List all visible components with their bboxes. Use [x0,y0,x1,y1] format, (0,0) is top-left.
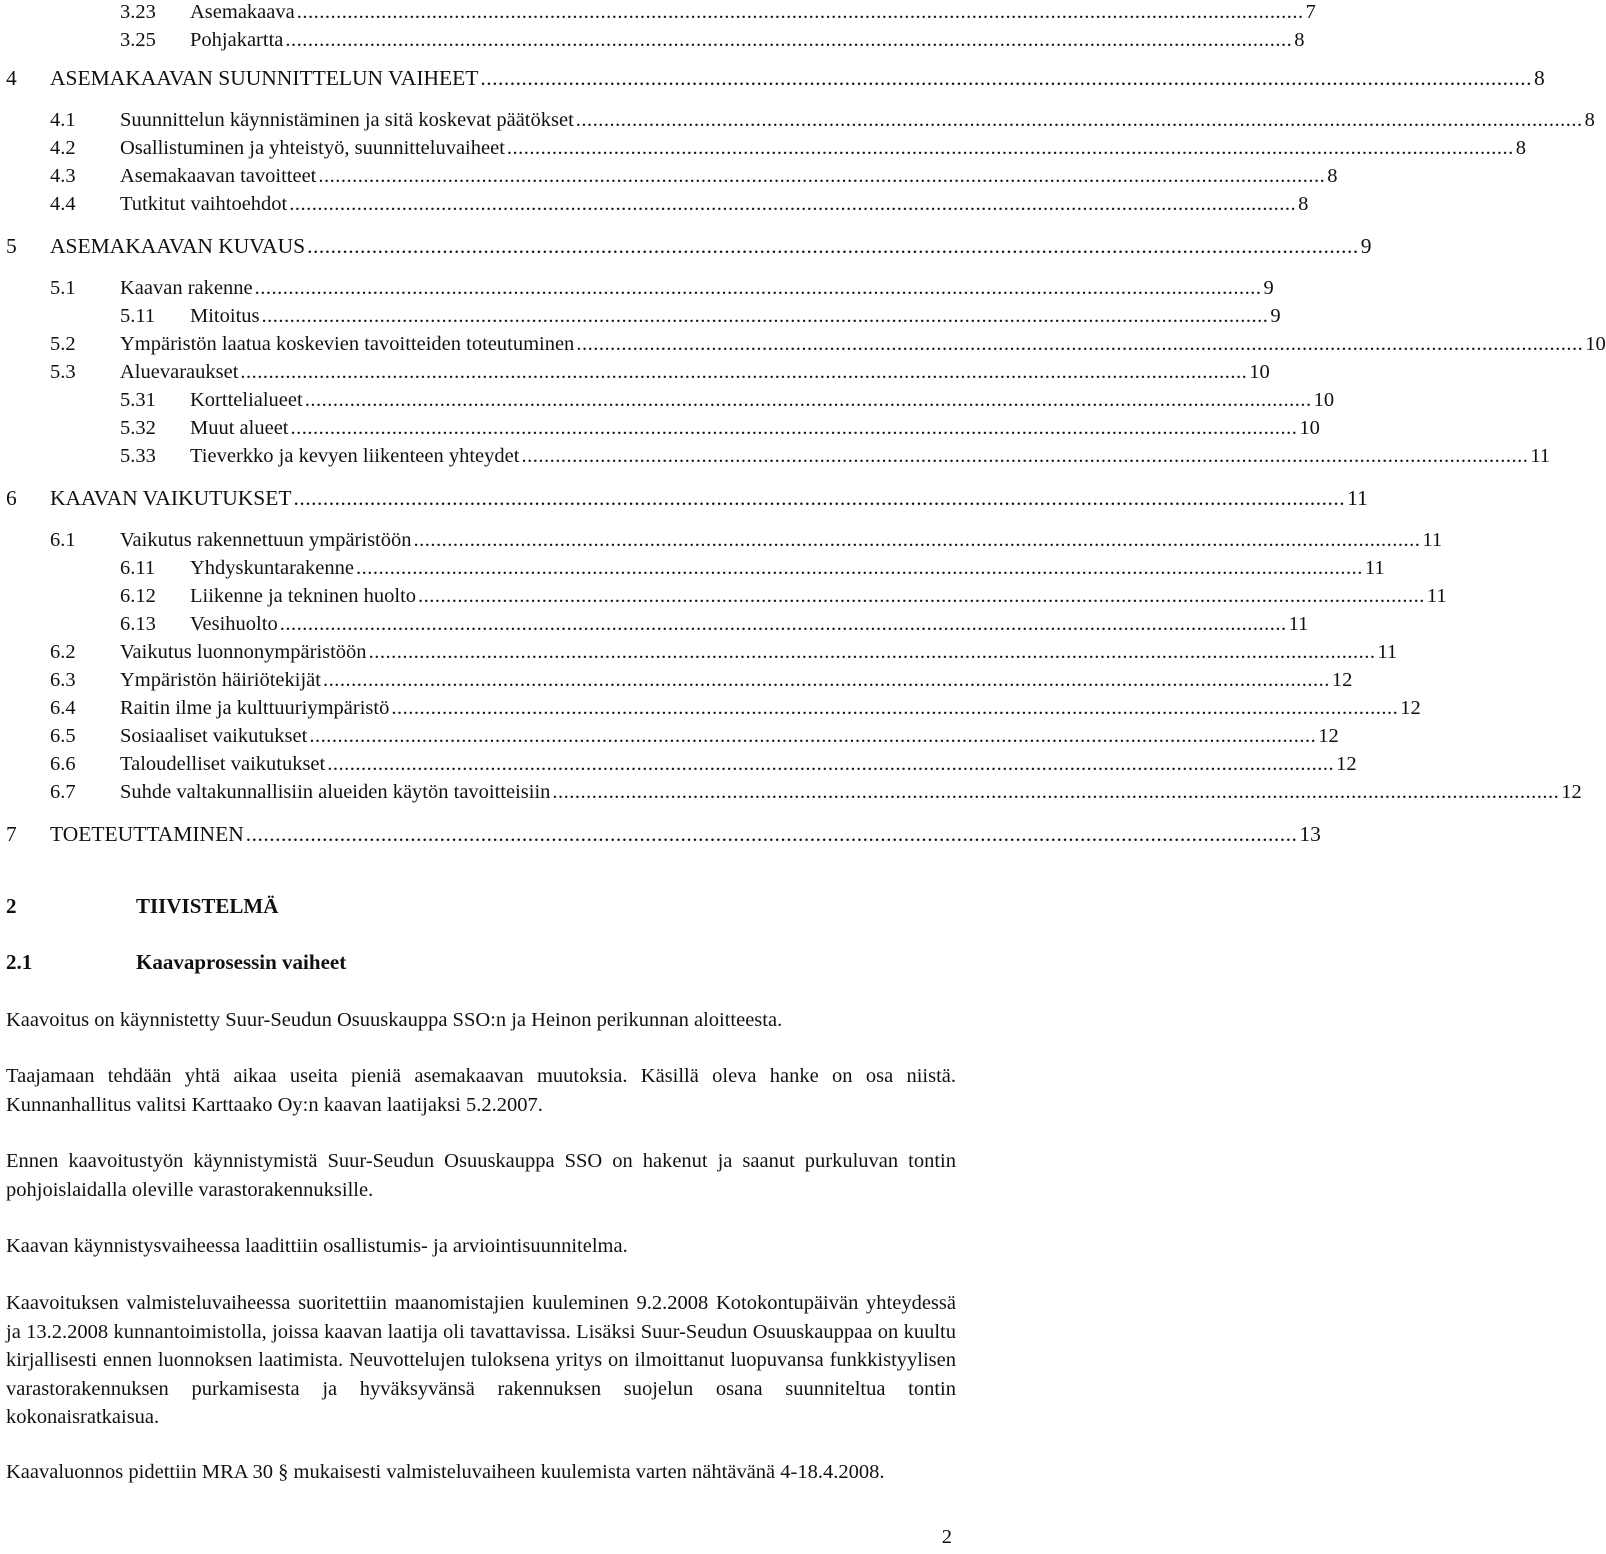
toc-entry [0,414,1320,442]
toc-number: 4.2 [50,137,76,159]
toc-leader: ................................................................................................................................................................................... [521,445,1529,467]
toc-number: 4 [6,66,17,90]
toc-entry [0,190,1309,218]
toc-title: Suhde valtakunnallisiin alueiden käytön tavoitteisiin [120,778,552,806]
toc-page: 11 [1426,585,1447,607]
paragraph: Kaavan käynnistysvaiheessa laadittiin osallistumis- ja arviointisuunnitelma. [6,1235,628,1257]
toc-number: 5.1 [50,277,76,299]
toc-page: 8 [1534,66,1545,90]
toc-leader: ................................................................................................................................................................................... [413,529,1421,551]
toc-page: 12 [1400,697,1421,719]
toc-entry [0,526,1443,554]
toc-page: 13 [1299,822,1321,846]
toc-leader: ................................................................................................................................................................................... [285,29,1293,51]
toc-number: 5.31 [120,389,156,411]
toc-page: 9 [1263,277,1274,299]
toc-title: Sosiaaliset vaikutukset [120,722,309,750]
toc-page: 10 [1585,333,1606,355]
paragraph: Kaavoituksen valmisteluvaiheessa suoritettiin maanomistajien kuuleminen 9.2.2008 Kotokontupäivän yhteydessä ja 13.2.2008 kunnantoimistolla, joissa kaavan laatija oli tavattavissa. Lisäksi Suur-Seudun Osuuskauppaa on kuultu kirjallisesti ennen luonnoksen laatimista. Neuvottelujen tuloksena yritys on ilmoittanut luopuvansa funkkistyylisen varastorakennuksen purkamisesta ja hyväksyvänsä rakennuksen suojelun osana suunniteltua tontin kokonaisratkaisua. [6,1292,956,1428]
toc-page: 11 [1530,445,1551,467]
toc-title: Asemakaava [190,0,297,26]
toc-leader: ................................................................................................................................................................................... [318,165,1326,187]
toc-number: 5.32 [120,417,156,439]
toc-number: 6.3 [50,669,76,691]
toc-entry [0,330,1606,358]
page-number: 2 [941,1526,952,1548]
subsection-title: Kaavaprosessin vaiheet [136,950,347,974]
toc-title: Asemakaavan tavoitteet [120,162,318,190]
toc-title: Osallistuminen ja yhteistyö, suunnitteluvaiheet [120,134,507,162]
toc-title: Vaikutus rakennettuun ympäristöön [120,526,414,554]
toc-title: Muut alueet [190,414,291,442]
toc-title: ASEMAKAAVAN SUUNNITTELUN VAIHEET [50,66,479,90]
toc-page: 7 [1305,1,1316,23]
toc-page: 8 [1327,165,1338,187]
toc-leader: ................................................................................................................................................................................... [368,641,1376,663]
toc-number: 6.12 [120,585,156,607]
toc-title: Yhdyskuntarakenne [190,554,356,582]
toc-leader: ................................................................................................................................................................................... [506,137,1514,159]
toc-title: ASEMAKAAVAN KUVAUS [50,234,306,258]
toc-number: 5 [6,234,17,258]
toc-leader: ................................................................................................................................................................................... [480,66,1533,90]
toc-number: 4.4 [50,193,76,215]
toc-leader: ................................................................................................................................................................................... [296,1,1304,23]
toc-leader: ................................................................................................................................................................................... [576,333,1584,355]
toc-number: 5.11 [120,305,156,327]
toc-title: Aluevaraukset [120,358,240,386]
toc-entry [0,386,1335,414]
toc-title: Vesihuolto [190,610,280,638]
toc-title: Ympäristön häiriötekijät [120,666,323,694]
toc-entry [0,232,1372,260]
toc-leader: ................................................................................................................................................................................... [254,277,1262,299]
toc-entry [0,638,1398,666]
toc-leader: ................................................................................................................................................................................... [240,361,1248,383]
toc-number: 6.4 [50,697,76,719]
toc-number: 5.33 [120,445,156,467]
toc-entry [0,26,1305,54]
toc-leader: ................................................................................................................................................................................... [418,585,1425,607]
toc-leader: ................................................................................................................................................................................... [322,669,1330,691]
toc-leader: ................................................................................................................................................................................... [575,109,1583,131]
toc-entry [0,610,1309,638]
toc-page: 12 [1336,753,1357,775]
toc-number: 5.2 [50,333,76,355]
toc-entry [0,820,1321,848]
toc-page: 10 [1249,361,1270,383]
toc-page: 9 [1270,305,1281,327]
toc-title: Kaavan rakenne [120,274,255,302]
toc-number: 6 [6,486,17,510]
toc-number: 7 [6,822,17,846]
toc-entry [0,0,1316,26]
toc-page: 8 [1298,193,1309,215]
toc-number: 5.3 [50,361,76,383]
toc-entry [0,582,1447,610]
toc-page: 12 [1318,725,1339,747]
toc-entry [0,484,1368,512]
subsection-number: 2.1 [6,950,33,974]
toc-leader: ................................................................................................................................................................................... [309,725,1317,747]
toc-number: 6.5 [50,725,76,747]
toc-page: 8 [1294,29,1305,51]
toc-leader: ................................................................................................................................................................................... [290,417,1298,439]
toc-title: Korttelialueet [190,386,305,414]
toc-leader: ................................................................................................................................................................................... [289,193,1297,215]
toc-leader: ................................................................................................................................................................................... [327,753,1335,775]
toc-page: 11 [1364,557,1385,579]
toc-leader: ................................................................................................................................................................................... [307,234,1359,258]
toc-leader: ................................................................................................................................................................................... [293,486,1346,510]
toc-number: 4.1 [50,109,76,131]
subsection-heading [6,950,606,978]
toc-title: Liikenne ja tekninen huolto [190,582,418,610]
toc-page: 11 [1347,486,1368,510]
toc-number: 3.25 [120,29,156,51]
section-number: 2 [6,894,17,918]
toc-leader: ................................................................................................................................................................................... [261,305,1269,327]
toc-leader: ................................................................................................................................................................................... [552,781,1560,803]
paragraph: Kaavoitus on käynnistetty Suur-Seudun Osuuskauppa SSO:n ja Heinon perikunnan aloitteesta. [6,1009,783,1031]
toc-page: 12 [1331,669,1353,691]
paragraph: Taajamaan tehdään yhtä aikaa useita pieniä asemakaavan muutoksia. Käsillä oleva hanke on osa niistä. Kunnanhallitus valitsi Karttaako Oy:n kaavan laatijaksi 5.2.2007. [6,1065,956,1116]
toc-page: 11 [1422,529,1443,551]
toc-title: Vaikutus luonnonympäristöön [120,638,369,666]
toc-entry [0,162,1338,190]
section-heading [6,894,606,922]
toc-number: 6.13 [120,613,156,635]
toc-page: 10 [1313,389,1335,411]
toc-entry [0,722,1339,750]
toc-number: 6.2 [50,641,76,663]
paragraph: Kaavaluonnos pidettiin MRA 30 § mukaisesti valmisteluvaiheen kuulemista varten nähtävänä 4-18.4.2008. [6,1461,885,1483]
toc-entry [0,106,1595,134]
toc-number: 6.11 [120,557,156,579]
toc-title: Mitoitus [190,302,262,330]
toc-leader: ................................................................................................................................................................................... [355,557,1363,579]
toc-title: Tieverkko ja kevyen liikenteen yhteydet [190,442,521,470]
toc-leader: ................................................................................................................................................................................... [304,389,1312,411]
toc-number: 6.6 [50,753,76,775]
toc-entry [0,554,1385,582]
toc-title: Raitin ilme ja kulttuuriympäristö [120,694,391,722]
toc-title: Taloudelliset vaikutukset [120,750,327,778]
toc-title: TOETEUTTAMINEN [50,822,244,846]
toc-number: 6.7 [50,781,76,803]
paragraph: Ennen kaavoitustyön käynnistymistä Suur-Seudun Osuuskauppa SSO on hakenut ja saanut purkuluvan tontin pohjoislaidalla oleville varastorakennuksille. [6,1150,956,1201]
toc-entry [0,442,1551,470]
toc-title: Tutkitut vaihtoehdot [120,190,289,218]
toc-page: 11 [1288,613,1309,635]
toc-number: 6.1 [50,529,76,551]
toc-entry [0,358,1270,386]
toc-page: 8 [1515,137,1527,159]
toc-leader: ................................................................................................................................................................................... [391,697,1399,719]
section-title: TIIVISTELMÄ [136,894,279,918]
toc-page: 8 [1584,109,1595,131]
toc-title: Suunnittelun käynnistäminen ja sitä koskevat päätökset [120,106,576,134]
toc-title: KAAVAN VAIKUTUKSET [50,486,292,510]
toc-number: 4.3 [50,165,76,187]
toc-entry [0,694,1421,722]
toc-entry [0,274,1274,302]
toc-entry [0,750,1357,778]
toc-title: Pohjakartta [190,26,285,54]
toc-leader: ................................................................................................................................................................................... [279,613,1287,635]
toc-entry [0,666,1353,694]
toc-page: 10 [1299,417,1320,439]
toc-page: 12 [1561,781,1582,803]
toc-entry [0,134,1527,162]
toc-entry [0,302,1281,330]
toc-entry [0,64,1545,92]
toc-number: 3.23 [120,1,156,23]
toc-page: 11 [1377,641,1398,663]
toc-leader: ................................................................................................................................................................................... [245,822,1298,846]
toc-page: 9 [1360,234,1372,258]
toc-title: Ympäristön laatua koskevien tavoitteiden toteutuminen [120,330,576,358]
toc-entry [0,778,1582,806]
